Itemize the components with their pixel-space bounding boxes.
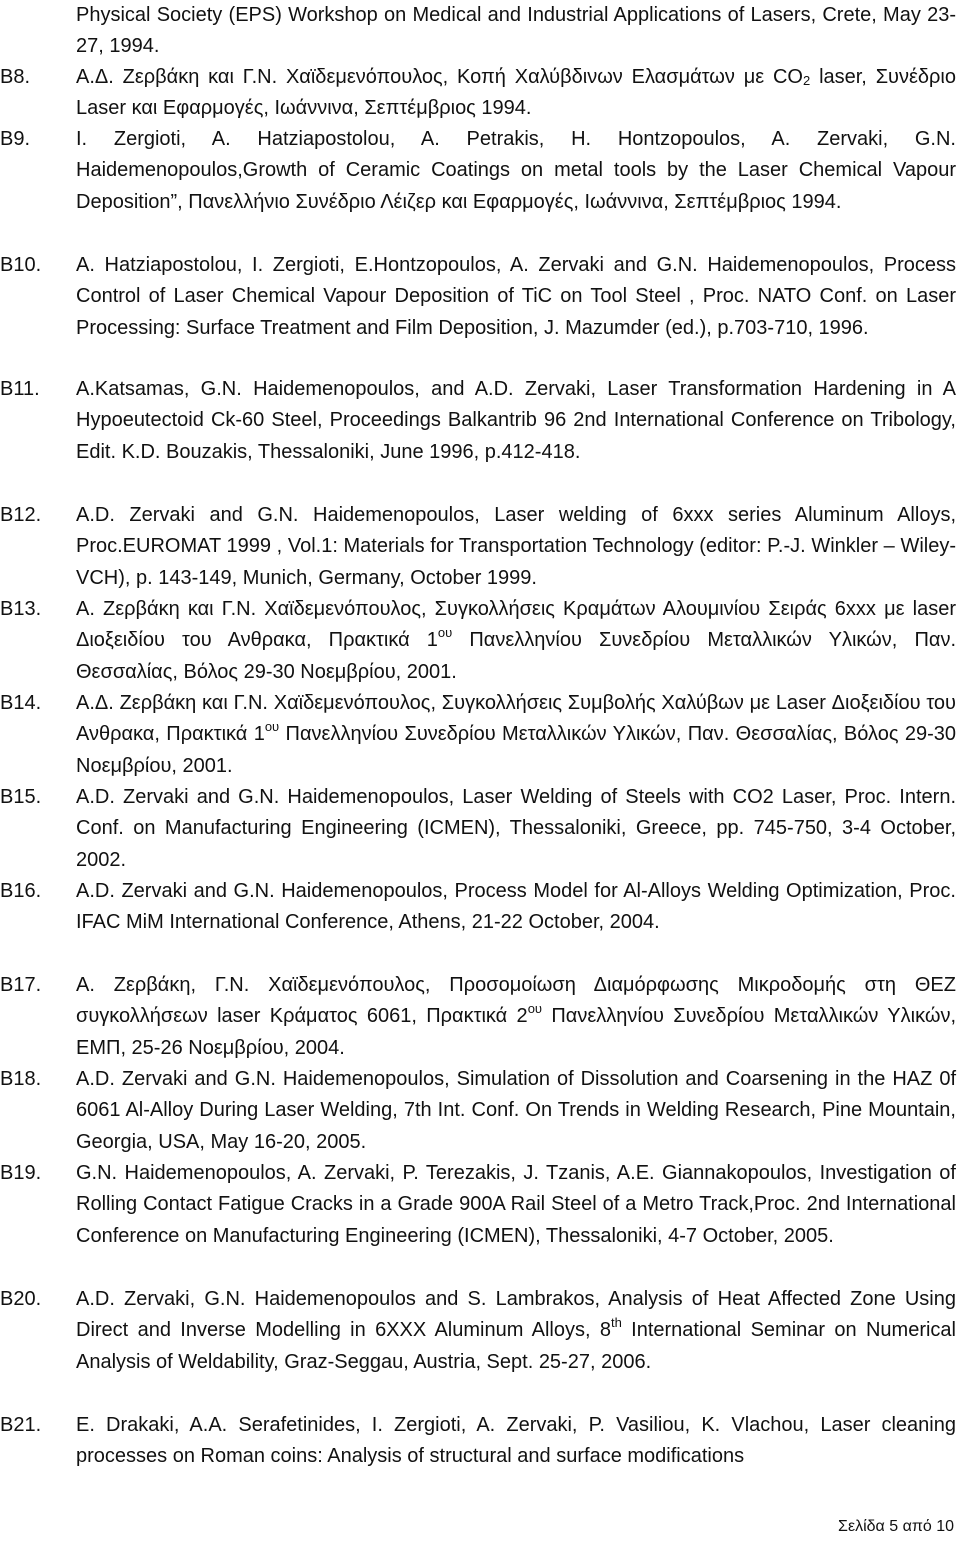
reference-number: B21. xyxy=(0,1414,42,1436)
reference-text: Α. Ζερβάκη, Γ.Ν. Χαϊδεμενόπουλος, Προσομοίωση Διαμόρφωσης Μικροδομής στη ΘΕΖ συγκολλήσεων laser Κράματος 6061, Πρακτικά $2^{o\upsilon}$ Πανελληνίου Συνεδρίου Μεταλλικών Υλικών, ΕΜΠ, 25-26 Νοεμβρίου, 2004. xyxy=(76,974,956,1059)
reference-number: B18. xyxy=(0,1068,42,1090)
reference-text: A.D. Zervaki and G.N. Haidemenopoulos, Laser Welding of Steels with CO2 Laser, Proc. Intern. Conf. on Manufacturing Engineering (ICMEN), Thessaloniki, Greece, pp. 745-750, 3-4 October, 2002. xyxy=(76,786,956,871)
reference-number: B15. xyxy=(0,786,42,808)
reference-number: B17. xyxy=(0,974,42,996)
reference-text: A.D. Zervaki and G.N. Haidemenopoulos, Process Model for Al-Alloys Welding Optimization, Proc. IFAC MiM International Conference, Athens, 21-22 October, 2004. xyxy=(76,880,956,934)
reference-text: E. Drakaki, A.A. Serafetinides, I. Zergioti, A. Zervaki, P. Vasiliou, K. Vlachou, Laser cleaning processes on Roman coins: Analysis of structural and surface modifications xyxy=(76,1414,956,1468)
reference-number: B14. xyxy=(0,692,42,714)
reference-number: B11. xyxy=(0,378,40,400)
page-number-footer: Σελίδα 5 από 10 xyxy=(838,1518,954,1535)
reference-number: B10. xyxy=(0,254,42,276)
reference-number: B8. xyxy=(0,66,31,88)
reference-number: B16. xyxy=(0,880,42,902)
reference-text: A.D. Zervaki and G.N. Haidemenopoulos, Laser welding of 6xxx series Aluminum Alloys, Proc.EUROMAT 1999 , Vol.1: Materials for Transportation Technology (editor: P.-J. Winkler – Wiley-VCH), p. 143-149, Munich, Germany, October 1999. xyxy=(76,504,956,589)
reference-text: A.D. Zervaki, G.N. Haidemenopoulos and S. Lambrakos, Analysis of Heat Affected Zone Using Direct and Inverse Modelling in 6XXX Aluminum Alloys, 8th International Seminar on Numerical Analysis of Weldability, Graz-Seggau, Austria, Sept. 25-27, 2006. xyxy=(76,1288,956,1373)
reference-number: B13. xyxy=(0,598,42,620)
reference-text: A.D. Zervaki and G.N. Haidemenopoulos, Simulation of Dissolution and Coarsening in the HAZ 0f 6061 Al-Alloy During Laser Welding, 7th Int. Conf. On Trends in Welding Research, Pine Mountain, Georgia, USA, May 16-20, 2005. xyxy=(76,1068,956,1153)
reference-number: B19. xyxy=(0,1162,42,1184)
reference-text: I. Zergioti, A. Hatziapostolou, A. Petrakis, H. Hontzopoulos, A. Zervaki, G.N. Haidemenopoulos,Growth of Ceramic Coatings on metal tools by the Laser Chemical Vapour Deposition”, Πανελλήνιο Συνέδριο Λέιζερ και Εφαρμογές, Ιωάννινα, Σεπτέμβριος 1994. xyxy=(76,128,956,213)
reference-text: Α. Ζερβάκη και Γ.Ν. Χαϊδεμενόπουλος, Συγκολλήσεις Κραμάτων Αλουμινίου Σειράς 6xxx με laser Διοξειδίου του Ανθρακα, Πρακτικά $1^{o\upsilon}$ Πανελληνίου Συνεδρίου Μεταλλικών Υλικών, Παν. Θεσσαλίας, Βόλος 29-30 Νοεμβρίου, 2001. xyxy=(76,598,957,683)
reference-text: Physical Society (EPS) Workshop on Medical and Industrial Applications of Lasers, Crete, May 23-27, 1994. xyxy=(76,4,956,58)
reference-text: A.Δ. Ζερβάκη και Γ.Ν. Χαϊδεμενόπουλος, Κοπή Χαλύβδινων Ελασμάτων με $CO_2$ laser, Συνέδριο Laser και Εφαρμογές, Ιωάννινα, Σεπτέμβριος 1994. xyxy=(76,66,956,120)
reference-number: B20. xyxy=(0,1288,42,1310)
reference-text: A.Katsamas, G.N. Haidemenopoulos, and A.D. Zervaki, Laser Transformation Hardening in A Hypoeutectoid Ck-60 Steel, Proceedings Balkantrib 96 2nd International Conference on Tribology, Edit. K.D. Bouzakis, Thessaloniki, June 1996, p.412-418. xyxy=(76,378,956,463)
reference-text: G.N. Haidemenopoulos, A. Zervaki, P. Terezakis, J. Tzanis, A.E. Giannakopoulos, Investigation of Rolling Contact Fatigue Cracks in a Grade 900A Rail Steel of a Metro Track,Proc. 2nd International Conference on Manufacturing Engineering (ICMEN), Thessaloniki, 4-7 October, 2005. xyxy=(76,1162,956,1247)
reference-number: B9. xyxy=(0,128,31,150)
reference-number: B12. xyxy=(0,504,42,526)
reference-text: Α.Δ. Ζερβάκη και Γ.Ν. Χαϊδεμενόπουλος, Συγκολλήσεις Συμβολής Χαλύβων με Laser Διοξειδίου του Ανθρακα, Πρακτικά $1^{o\upsilon}$ Πανελληνίου Συνεδρίου Μεταλλικών Υλικών, Παν. Θεσσαλίας, Βόλος 29-30 Νοεμβρίου, 2001. xyxy=(76,692,956,777)
reference-text: A. Hatziapostolou, I. Zergioti, E.Hontzopoulos, A. Zervaki and G.N. Haidemenopoulos, Process Control of Laser Chemical Vapour Deposition of TiC on Tool Steel , Proc. NATO Conf. on Laser Processing: Surface Treatment and Film Deposition, J. Mazumder (ed.), p.703-710, 1996. xyxy=(76,254,956,339)
